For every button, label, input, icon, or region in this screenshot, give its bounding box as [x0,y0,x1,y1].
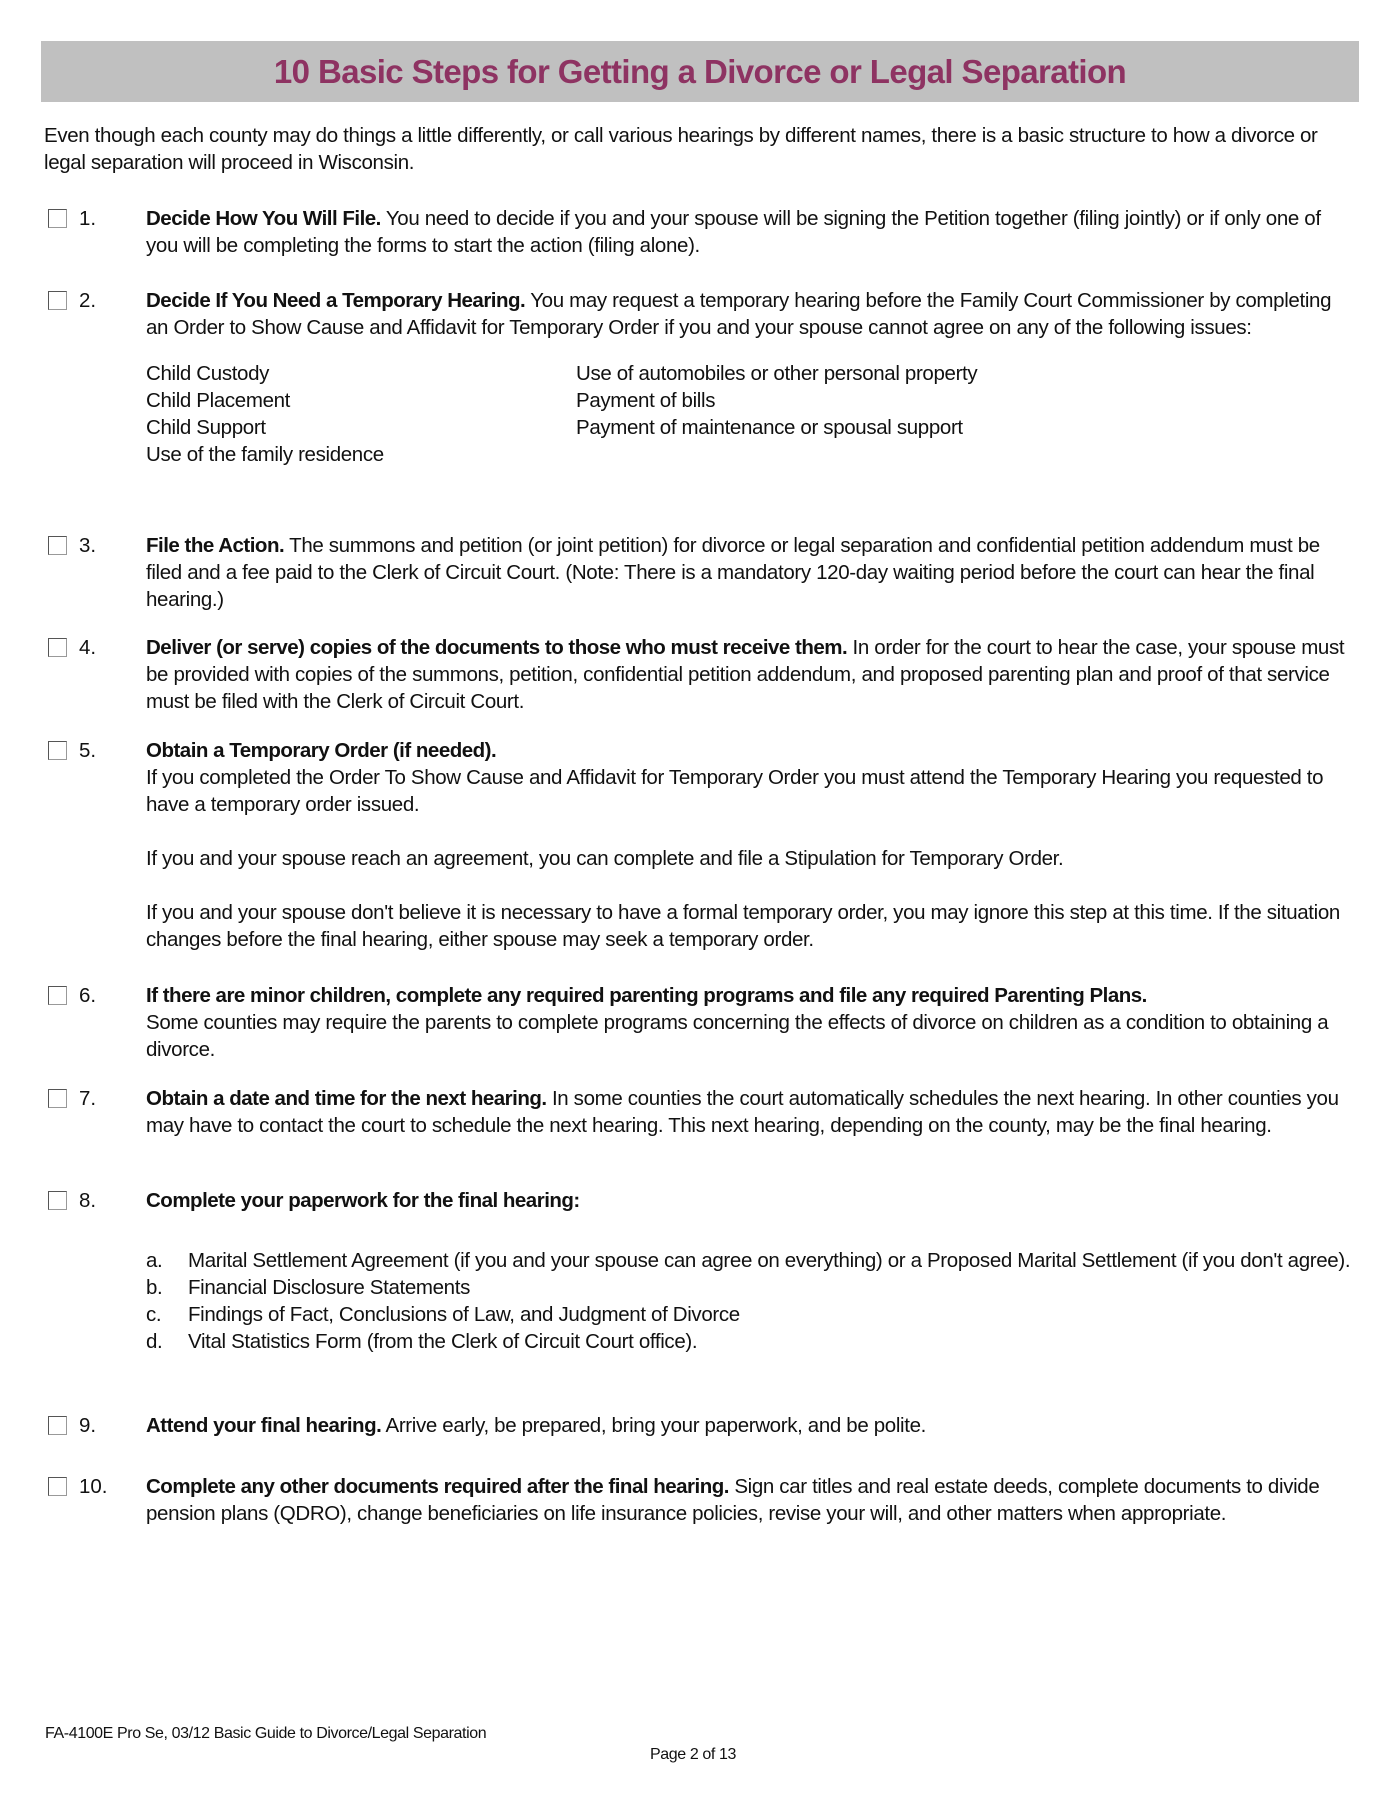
step-text: In order for the court to hear the case, your spouse must be provided with copies of the summons, petition, confidential petition addendum, and proposed parenting plan and proof of that service must be filed with the Clerk of Circuit Court. [146,636,1345,713]
step-paragraph: If you and your spouse reach an agreement, you can complete and file a Stipulation for Temporary Order. [146,847,1064,870]
issues-list [146,360,1354,468]
step-number: 7. [79,1087,97,1110]
step-4 [44,634,1354,715]
step-number: 5. [79,739,97,762]
step-heading: File the Action. [146,534,285,557]
step-3 [44,532,1354,613]
paperwork-item: d. Vital Statistics Form (from the Clerk of Circuit Court office). [146,1330,698,1353]
step-number: 4. [79,636,97,659]
step-6 [44,982,1354,1063]
step-8 [44,1187,1354,1355]
step-2 [44,287,1354,468]
step-heading: Obtain a date and time for the next hearing. [146,1087,547,1110]
step-number: 1. [79,207,97,230]
step-7-checkbox[interactable] [48,1089,67,1108]
paperwork-item: b. Financial Disclosure Statements [146,1276,470,1299]
page-title: 10 Basic Steps for Getting a Divorce or Legal Separation [273,52,1127,90]
step-paragraph: If you completed the Order To Show Cause and Affidavit for Temporary Order you must attend the Temporary Hearing you requested to have a temporary order issued. [146,766,1324,816]
step-3-checkbox[interactable] [48,536,67,555]
step-9 [44,1412,1354,1439]
step-number: 2. [79,289,97,312]
step-text: The summons and petition (or joint petition) for divorce or legal separation and confidential petition addendum must be filed and a fee paid to the Clerk of Circuit Court. (Note: There is a mandatory 120-day waiting period before the court can hear the final hearing.) [146,534,1320,611]
issue-item: Use of the family residence [146,443,384,466]
step-number: 10. [79,1475,108,1498]
intro-paragraph: Even though each county may do things a little differently, or call various hearings by different names, there is a basic structure to how a divorce or legal separation will proceed in Wisconsin. [44,124,1318,174]
step-6-checkbox[interactable] [48,986,67,1005]
step-text: Sign car titles and real estate deeds, complete documents to divide pension plans (QDRO), change beneficiaries on life insurance policies, revise your will, and other matters when appropriate. [146,1475,1320,1525]
footer-page-number: Page 2 of 13 [650,1746,736,1763]
issue-item: Child Placement [146,389,291,412]
footer-form-id: FA-4100E Pro Se, 03/12 Basic Guide to Divorce/Legal Separation [45,1725,487,1742]
step-heading: Attend your final hearing. [146,1414,382,1437]
step-number: 6. [79,984,97,1007]
issue-item: Use of automobiles or other personal property [576,362,978,385]
step-4-checkbox[interactable] [48,638,67,657]
step-heading: Decide If You Need a Temporary Hearing. [146,289,526,312]
step-heading: Obtain a Temporary Order (if needed). [146,739,497,762]
step-10 [44,1473,1354,1527]
step-5-checkbox[interactable] [48,741,67,760]
step-text: Arrive early, be prepared, bring your paperwork, and be polite. [381,1414,927,1437]
step-heading: If there are minor children, complete any required parenting programs and file any required Parenting Plans. [146,984,1147,1007]
step-1-checkbox[interactable] [48,209,67,228]
paperwork-item: c. Findings of Fact, Conclusions of Law, and Judgment of Divorce [146,1303,740,1326]
step-text: In some counties the court automatically schedules the next hearing. In other counties you may have to contact the court to schedule the next hearing. This next hearing, depending on the county, may be the final hearing. [146,1087,1339,1137]
step-heading: Decide How You Will File. [146,207,381,230]
step-number: 8. [79,1189,97,1212]
step-text: Some counties may require the parents to complete programs concerning the effects of divorce on children as a condition to obtaining a divorce. [146,1011,1329,1061]
issue-item: Child Support [146,416,266,439]
step-heading: Complete your paperwork for the final hearing: [146,1189,580,1212]
title-banner [41,41,1359,102]
step-number: 3. [79,534,97,557]
step-text: You need to decide if you and your spouse will be signing the Petition together (filing jointly) or if only one of you will be completing the forms to start the action (filing alone). [146,207,1321,257]
step-1 [44,205,1354,259]
issue-item: Payment of bills [576,389,716,412]
step-8-checkbox[interactable] [48,1191,67,1210]
issue-item: Payment of maintenance or spousal support [576,416,963,439]
step-number: 9. [79,1414,97,1437]
step-heading: Complete any other documents required after the final hearing. [146,1475,729,1498]
step-7 [44,1085,1354,1139]
paperwork-list [146,1247,1354,1355]
step-paragraph: If you and your spouse don't believe it is necessary to have a formal temporary order, you may ignore this step at this time. If the situation changes before the final hearing, either spouse may seek a temporary order. [146,901,1340,951]
step-2-checkbox[interactable] [48,291,67,310]
step-9-checkbox[interactable] [48,1416,67,1435]
issue-item: Child Custody [146,362,270,385]
step-10-checkbox[interactable] [48,1477,67,1496]
step-5 [44,737,1354,953]
step-heading: Deliver (or serve) copies of the documents to those who must receive them. [146,636,848,659]
paperwork-item: a. Marital Settlement Agreement (if you and your spouse can agree on everything) or a Proposed Marital Settlement (if you don't agree). [146,1249,1351,1272]
step-text: You may request a temporary hearing before the Family Court Commissioner by completing an Order to Show Cause and Affidavit for Temporary Order if you and your spouse cannot agree on any of the following issues: [146,289,1332,339]
